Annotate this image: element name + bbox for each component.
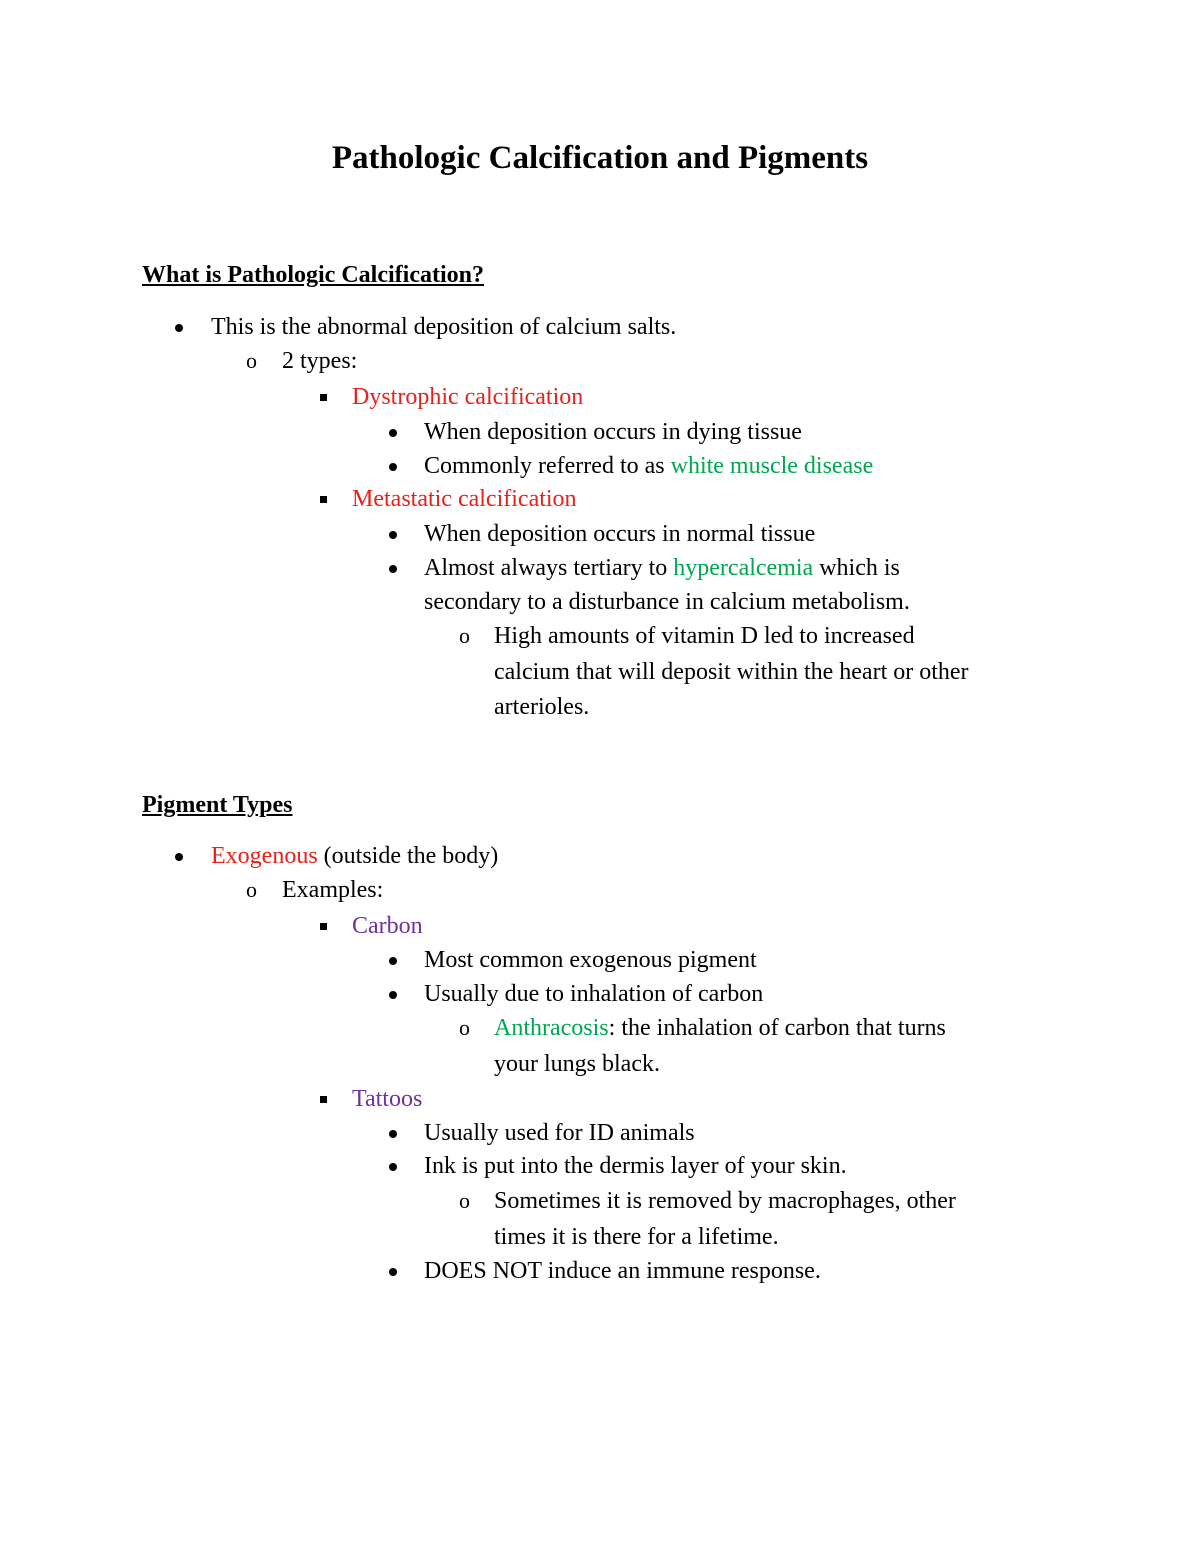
- bullet-circle: o: [459, 623, 470, 648]
- bullet-dot: [389, 418, 399, 446]
- list-item-continuation: your lungs black.: [494, 1051, 660, 1077]
- term-tattoos: Tattoos: [352, 1086, 423, 1112]
- bullet-circle: o: [246, 348, 257, 373]
- term-dystrophic: Dystrophic calcification: [352, 384, 584, 410]
- list-item-continuation: times it is there for a lifetime.: [494, 1224, 779, 1250]
- list-item: Usually used for ID animals: [424, 1120, 695, 1146]
- document-title: Pathologic Calcification and Pigments: [331, 140, 869, 176]
- list-item: DOES NOT induce an immune response.: [424, 1258, 821, 1284]
- bullet-dot: [175, 313, 185, 341]
- bullet-dot: [175, 842, 185, 870]
- bullet-dot: [389, 1152, 399, 1180]
- list-item: Most common exogenous pigment: [424, 947, 757, 973]
- list-item: 2 types:: [282, 348, 358, 374]
- list-item: Ink is put into the dermis layer of your skin.: [424, 1153, 847, 1179]
- list-item-text: (outside the body): [317, 843, 499, 869]
- bullet-dot: [389, 520, 399, 548]
- bullet-dot: [389, 1257, 399, 1285]
- bullet-dot: [389, 946, 399, 974]
- bullet-dot: [389, 1119, 399, 1147]
- list-item-continuation: calcium that will deposit within the heart or other: [494, 659, 969, 685]
- list-item: Examples:: [282, 877, 384, 903]
- list-item-continuation: secondary to a disturbance in calcium metabolism.: [424, 589, 910, 615]
- bullet-square: [319, 912, 329, 940]
- term-white-muscle-disease: white muscle disease: [670, 453, 874, 479]
- list-item: [211, 842, 498, 870]
- bullet-dot: [389, 980, 399, 1008]
- section-heading-pigments: Pigment Types: [142, 792, 293, 818]
- list-item: This is the abnormal deposition of calcium salts.: [211, 314, 677, 340]
- bullet-circle: o: [459, 1188, 470, 1213]
- bullet-dot: [389, 554, 399, 582]
- list-item: [424, 554, 900, 582]
- list-item-text: : the inhalation of carbon that turns: [608, 1015, 946, 1041]
- list-item-continuation: arterioles.: [494, 694, 590, 720]
- term-metastatic: Metastatic calcification: [352, 486, 577, 512]
- bullet-dot: [389, 452, 399, 480]
- list-item: [494, 1014, 946, 1042]
- term-exogenous: Exogenous: [211, 843, 318, 869]
- bullet-square: [319, 1085, 329, 1113]
- list-item: [424, 452, 873, 480]
- list-item: When deposition occurs in normal tissue: [424, 521, 816, 547]
- bullet-circle: o: [459, 1015, 470, 1040]
- bullet-circle: o: [246, 877, 257, 902]
- list-item-text: Commonly referred to as: [424, 453, 671, 479]
- list-item-text: which is: [813, 555, 900, 581]
- list-item: Sometimes it is removed by macrophages, other: [494, 1188, 956, 1214]
- bullet-square: [319, 383, 329, 411]
- list-item: Usually due to inhalation of carbon: [424, 981, 764, 1007]
- list-item: When deposition occurs in dying tissue: [424, 419, 802, 445]
- section-heading-calcification: What is Pathologic Calcification?: [142, 262, 484, 288]
- term-hypercalcemia: hypercalcemia: [673, 555, 814, 581]
- term-carbon: Carbon: [352, 913, 423, 939]
- list-item-text: Almost always tertiary to: [424, 555, 674, 581]
- bullet-square: [319, 485, 329, 513]
- term-anthracosis: Anthracosis: [494, 1015, 609, 1041]
- list-item: High amounts of vitamin D led to increased: [494, 623, 915, 649]
